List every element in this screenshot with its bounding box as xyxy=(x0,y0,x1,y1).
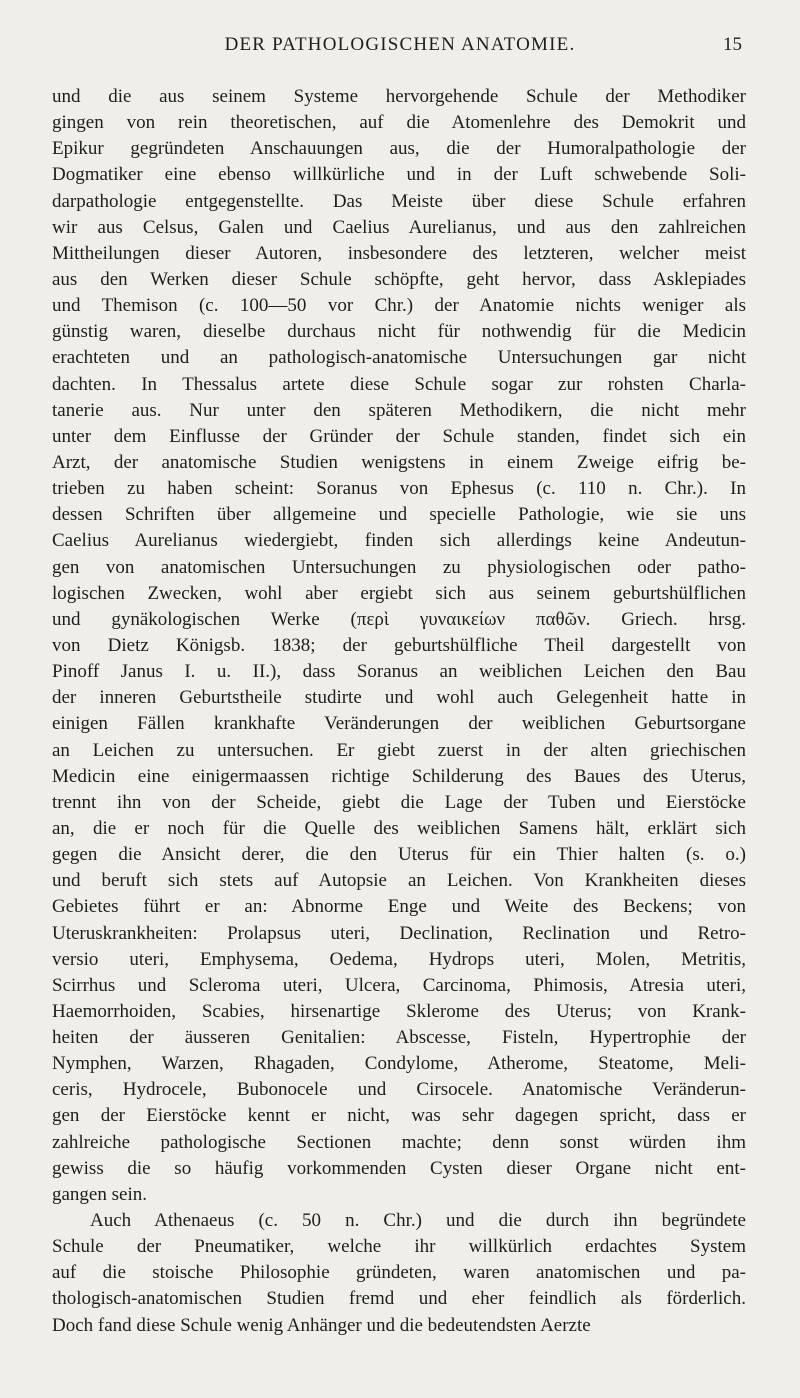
text-line: zahlreiche pathologische Sectionen machte; denn sonst würden ihm xyxy=(52,1131,746,1153)
text-line: Scirrhus und Scleroma uteri, Ulcera, Carcinoma, Phimosis, Atresia uteri, xyxy=(52,974,746,996)
text-line: an Leichen zu untersuchen. Er giebt zuerst in der alten griechischen xyxy=(52,739,746,761)
text-line: günstig waren, dieselbe durchaus nicht für nothwendig für die Medicin xyxy=(52,321,746,343)
text-line: Gebietes führt er an: Abnorme Enge und Weite des Beckens; von xyxy=(52,896,746,918)
paragraph xyxy=(52,1208,746,1339)
text-line: Medicin eine einigermaassen richtige Schilderung des Baues des Uterus, xyxy=(52,765,746,787)
text-line: Dogmatiker eine ebenso willkürliche und in der Luft schwebende Soli- xyxy=(52,164,746,186)
text-line: Uteruskrankheiten: Prolapsus uteri, Declination, Reclination und Retro- xyxy=(52,922,746,944)
text-line: Haemorrhoiden, Scabies, hirsenartige Sklerome des Uterus; von Krank- xyxy=(52,1000,746,1022)
text-line: heiten der äusseren Genitalien: Abscesse, Fisteln, Hypertrophie der xyxy=(52,1027,746,1049)
text-line: Arzt, der anatomische Studien wenigstens in einem Zweige eifrig be- xyxy=(52,451,746,473)
text-line: gingen von rein theoretischen, auf die Atomenlehre des Demokrit und xyxy=(52,112,746,134)
text-line: versio uteri, Emphysema, Oedema, Hydrops uteri, Molen, Metritis, xyxy=(52,948,746,970)
text-line: und die aus seinem Systeme hervorgehende Schule der Methodiker xyxy=(52,86,746,107)
text-line: gen von anatomischen Untersuchungen zu physiologischen oder patho- xyxy=(52,556,746,578)
body-text xyxy=(52,84,746,1339)
text-line: und Themison (c. 100—50 vor Chr.) der Anatomie nichts weniger als xyxy=(52,295,746,317)
text-line: Caelius Aurelianus wiedergiebt, finden sich allerdings keine Andeutun- xyxy=(52,530,746,552)
text-line: Auch Athenaeus (c. 50 n. Chr.) und die durch ihn begründete xyxy=(90,1210,746,1232)
text-line: tanerie aus. Nur unter den späteren Methodikern, die nicht mehr xyxy=(52,399,746,421)
text-line: von Dietz Königsb. 1838; der geburtshülfliche Theil dargestellt von xyxy=(52,634,746,656)
text-line: dachten. In Thessalus artete diese Schule sogar zur rohsten Charla- xyxy=(52,373,746,395)
text-line: trennt ihn von der Scheide, giebt die Lage der Tuben und Eierstöcke xyxy=(52,791,746,813)
text-line: Epikur gegründeten Anschauungen aus, die der Humoralpathologie der xyxy=(52,138,746,160)
running-head xyxy=(0,30,800,60)
text-line: Schule der Pneumatiker, welche ihr willkürlich erdachtes System xyxy=(52,1236,746,1258)
text-line: Nymphen, Warzen, Rhagaden, Condylome, Atherome, Steatome, Meli- xyxy=(52,1053,746,1075)
page-number: 15 xyxy=(723,34,742,55)
text-line: darpathologie entgegenstellte. Das Meiste über diese Schule erfahren xyxy=(52,190,746,212)
text-line: einigen Fällen krankhafte Veränderungen der weiblichen Geburtsorgane xyxy=(52,713,746,735)
text-line: trieben zu haben scheint: Soranus von Ephesus (c. 110 n. Chr.). In xyxy=(52,478,746,500)
text-line: ceris, Hydrocele, Bubonocele und Cirsocele. Anatomische Veränderun- xyxy=(52,1079,746,1101)
text-line: der inneren Geburtstheile studirte und wohl auch Gelegenheit hatte in xyxy=(52,687,746,709)
text-line: und gynäkologischen Werke (περὶ γυναικείων παθῶν. Griech. hrsg. xyxy=(52,608,746,630)
running-title: DER PATHOLOGISCHEN ANATOMIE. xyxy=(224,34,576,55)
text-line: gen der Eierstöcke kennt er nicht, was sehr dagegen spricht, dass er xyxy=(52,1105,746,1127)
text-line: gangen sein. xyxy=(52,1183,147,1205)
text-line: aus den Werken dieser Schule schöpfte, geht hervor, dass Asklepiades xyxy=(52,268,746,290)
text-line: auf die stoische Philosophie gründeten, waren anatomischen und pa- xyxy=(52,1262,746,1284)
text-line: gewiss die so häufig vorkommenden Cysten dieser Organe nicht ent- xyxy=(52,1157,746,1179)
paragraph xyxy=(52,84,746,1208)
text-line: thologisch-anatomischen Studien fremd und eher feindlich als förderlich. xyxy=(52,1288,746,1310)
text-line: Mittheilungen dieser Autoren, insbesondere des letzteren, welcher meist xyxy=(52,242,746,264)
text-line: Doch fand diese Schule wenig Anhänger und die bedeutendsten Aerzte xyxy=(52,1314,591,1336)
text-line: erachteten und an pathologisch-anatomische Untersuchungen gar nicht xyxy=(52,347,746,369)
text-line: und beruft sich stets auf Autopsie an Leichen. Von Krankheiten dieses xyxy=(52,870,746,892)
text-line: an, die er noch für die Quelle des weiblichen Samens hält, erklärt sich xyxy=(52,817,746,839)
text-line: wir aus Celsus, Galen und Caelius Aurelianus, und aus den zahlreichen xyxy=(52,216,746,238)
text-line: Pinoff Janus I. u. II.), dass Soranus an weiblichen Leichen den Bau xyxy=(52,661,746,683)
text-line: dessen Schriften über allgemeine und specielle Pathologie, wie sie uns xyxy=(52,504,746,526)
text-line: logischen Zwecken, wohl aber ergiebt sich aus seinem geburtshülflichen xyxy=(52,582,746,604)
text-line: gegen die Ansicht derer, die den Uterus für ein Thier halten (s. o.) xyxy=(52,844,746,866)
text-line: unter dem Einflusse der Gründer der Schule standen, findet sich ein xyxy=(52,425,746,447)
